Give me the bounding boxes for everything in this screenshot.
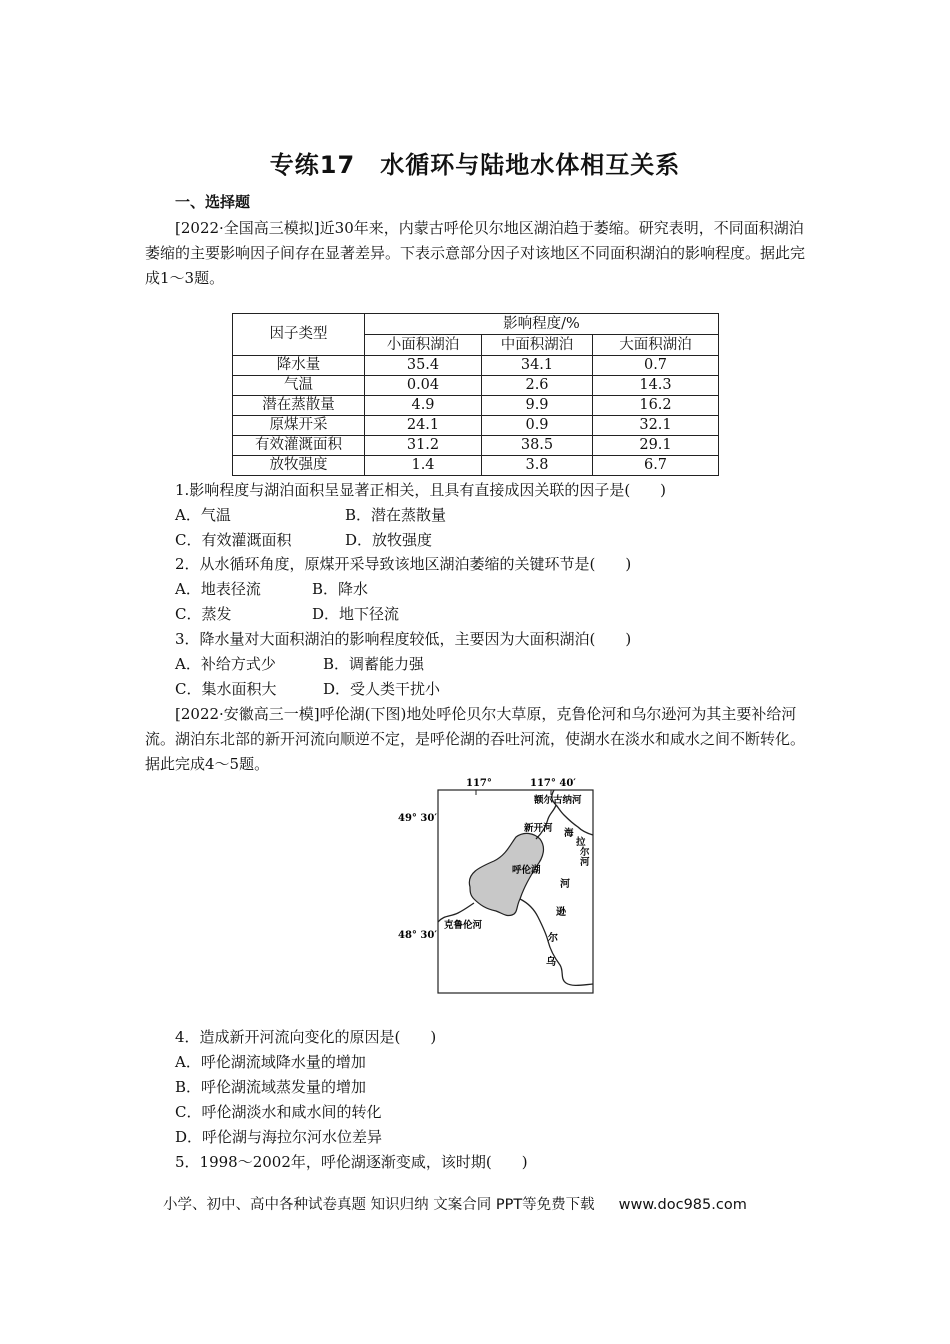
table-cell: 9.9	[482, 396, 593, 416]
ergun-river-label: 额尔古纳河	[534, 795, 582, 806]
urson-river-label-4: 乌	[546, 957, 556, 968]
section-heading: 一、选择题	[175, 193, 251, 211]
table-cell: 38.5	[482, 436, 593, 456]
table-factor-header: 因子类型	[233, 314, 365, 356]
intro-text-1: [2022·全国高三模拟]近30年来，内蒙古呼伦贝尔地区湖泊趋于萎缩。研究表明，不同面积湖泊萎缩的主要影响因子间存在显著差异。下表示意部分因子对该地区不同面积湖泊的影响程度。据此完成1～3题。	[145, 219, 806, 287]
q3-option-a: A．补给方式少	[175, 655, 276, 673]
question-1-stem: 1.影响程度与湖泊面积呈显著正相关，且具有直接成因关联的因子是( )	[175, 481, 667, 499]
table-cell: 6.7	[593, 456, 719, 476]
lat-label-48-30: 48° 30′	[398, 930, 437, 941]
hailar-river-label-3: 尔	[580, 847, 590, 858]
table-col-medium: 中面积湖泊	[482, 335, 593, 356]
table-cell: 4.9	[365, 396, 482, 416]
q4-option-c: C．呼伦湖淡水和咸水间的转化	[175, 1103, 382, 1121]
table-col-small: 小面积湖泊	[365, 335, 482, 356]
hailar-river-label-2: 拉	[576, 837, 586, 848]
table-impact-header: 影响程度/%	[365, 314, 719, 335]
table-cell: 潜在蒸散量	[233, 396, 365, 416]
q1-option-a: A．气温	[175, 506, 231, 524]
table-row	[233, 456, 719, 476]
intro-text-2: [2022·安徽高三一模]呼伦湖(下图)地处呼伦贝尔大草原，克鲁伦河和乌尔逊河为其主要补给河流。湖泊东北部的新开河流向顺逆不定，是呼伦湖的吞吐河流，使湖水在淡水和咸水之间不断转化。据此完成4～5题。	[145, 705, 806, 773]
lon-label-117-40: 117° 40′	[530, 778, 576, 789]
lat-label-49-30: 49° 30′	[398, 813, 437, 824]
q1-option-c: C．有效灌溉面积	[175, 531, 292, 549]
question-4-stem: 4．造成新开河流向变化的原因是( )	[175, 1028, 437, 1046]
table-cell: 2.6	[482, 376, 593, 396]
table-cell: 0.7	[593, 356, 719, 376]
q3-option-b: B．调蓄能力强	[323, 655, 425, 673]
table-cell: 14.3	[593, 376, 719, 396]
kerulen-river-label: 克鲁伦河	[444, 920, 483, 931]
impact-table	[232, 313, 719, 476]
q2-option-a: A．地表径流	[175, 580, 261, 598]
q1-option-b: B．潜在蒸散量	[345, 506, 447, 524]
hailar-river-label-1: 海	[564, 828, 574, 839]
table-cell: 放牧强度	[233, 456, 365, 476]
intro-paragraph-1	[145, 216, 807, 291]
question-3-stem: 3．降水量对大面积湖泊的影响程度较低，主要因为大面积湖泊( )	[175, 630, 632, 648]
q4-option-a: A．呼伦湖流域降水量的增加	[175, 1053, 366, 1071]
question-5-stem: 5．1998～2002年，呼伦湖逐渐变咸，该时期( )	[175, 1153, 528, 1171]
table-cell: 34.1	[482, 356, 593, 376]
table-cell: 0.04	[365, 376, 482, 396]
table-cell: 24.1	[365, 416, 482, 436]
urson-river-label-2: 逊	[556, 907, 566, 918]
hulun-lake-map	[398, 775, 596, 995]
footer-url[interactable]: www.doc985.com	[618, 1197, 747, 1213]
table-cell: 3.8	[482, 456, 593, 476]
footer-text: 小学、初中、高中各种试卷真题 知识归纳 文案合同 PPT等免费下载	[163, 1197, 595, 1213]
lake-label: 呼伦湖	[512, 865, 541, 876]
table-row	[233, 376, 719, 396]
urson-river-label-1: 河	[560, 879, 570, 890]
question-2-stem: 2．从水循环角度，原煤开采导致该地区湖泊萎缩的关键环节是( )	[175, 555, 632, 573]
table-cell: 29.1	[593, 436, 719, 456]
table-col-large: 大面积湖泊	[593, 335, 719, 356]
table-row	[233, 396, 719, 416]
lon-label-117: 117°	[466, 778, 492, 789]
table-cell: 35.4	[365, 356, 482, 376]
xinkai-river-label: 新开河	[524, 823, 553, 834]
table-cell: 1.4	[365, 456, 482, 476]
urson-river-label-3: 尔	[548, 933, 558, 944]
table-cell: 0.9	[482, 416, 593, 436]
page-footer	[163, 1193, 747, 1214]
table-row	[233, 436, 719, 456]
q4-option-b: B．呼伦湖流域蒸发量的增加	[175, 1078, 367, 1096]
table-cell: 原煤开采	[233, 416, 365, 436]
q4-option-d: D．呼伦湖与海拉尔河水位差异	[175, 1128, 383, 1146]
q2-option-d: D．地下径流	[312, 605, 400, 623]
table-cell: 有效灌溉面积	[233, 436, 365, 456]
hailar-river-label-4: 河	[580, 857, 590, 868]
table-cell: 31.2	[365, 436, 482, 456]
q3-option-c: C．集水面积大	[175, 680, 277, 698]
q3-option-d: D．受人类干扰小	[323, 680, 441, 698]
page-title: 专练17 水循环与陆地水体相互关系	[269, 151, 681, 179]
table-row	[233, 356, 719, 376]
q2-option-b: B．降水	[312, 580, 369, 598]
table-cell: 16.2	[593, 396, 719, 416]
table-cell: 降水量	[233, 356, 365, 376]
q1-option-d: D．放牧强度	[345, 531, 433, 549]
table-cell: 32.1	[593, 416, 719, 436]
table-cell: 气温	[233, 376, 365, 396]
q2-option-c: C．蒸发	[175, 605, 232, 623]
intro-paragraph-2	[145, 702, 807, 777]
table-row	[233, 416, 719, 436]
